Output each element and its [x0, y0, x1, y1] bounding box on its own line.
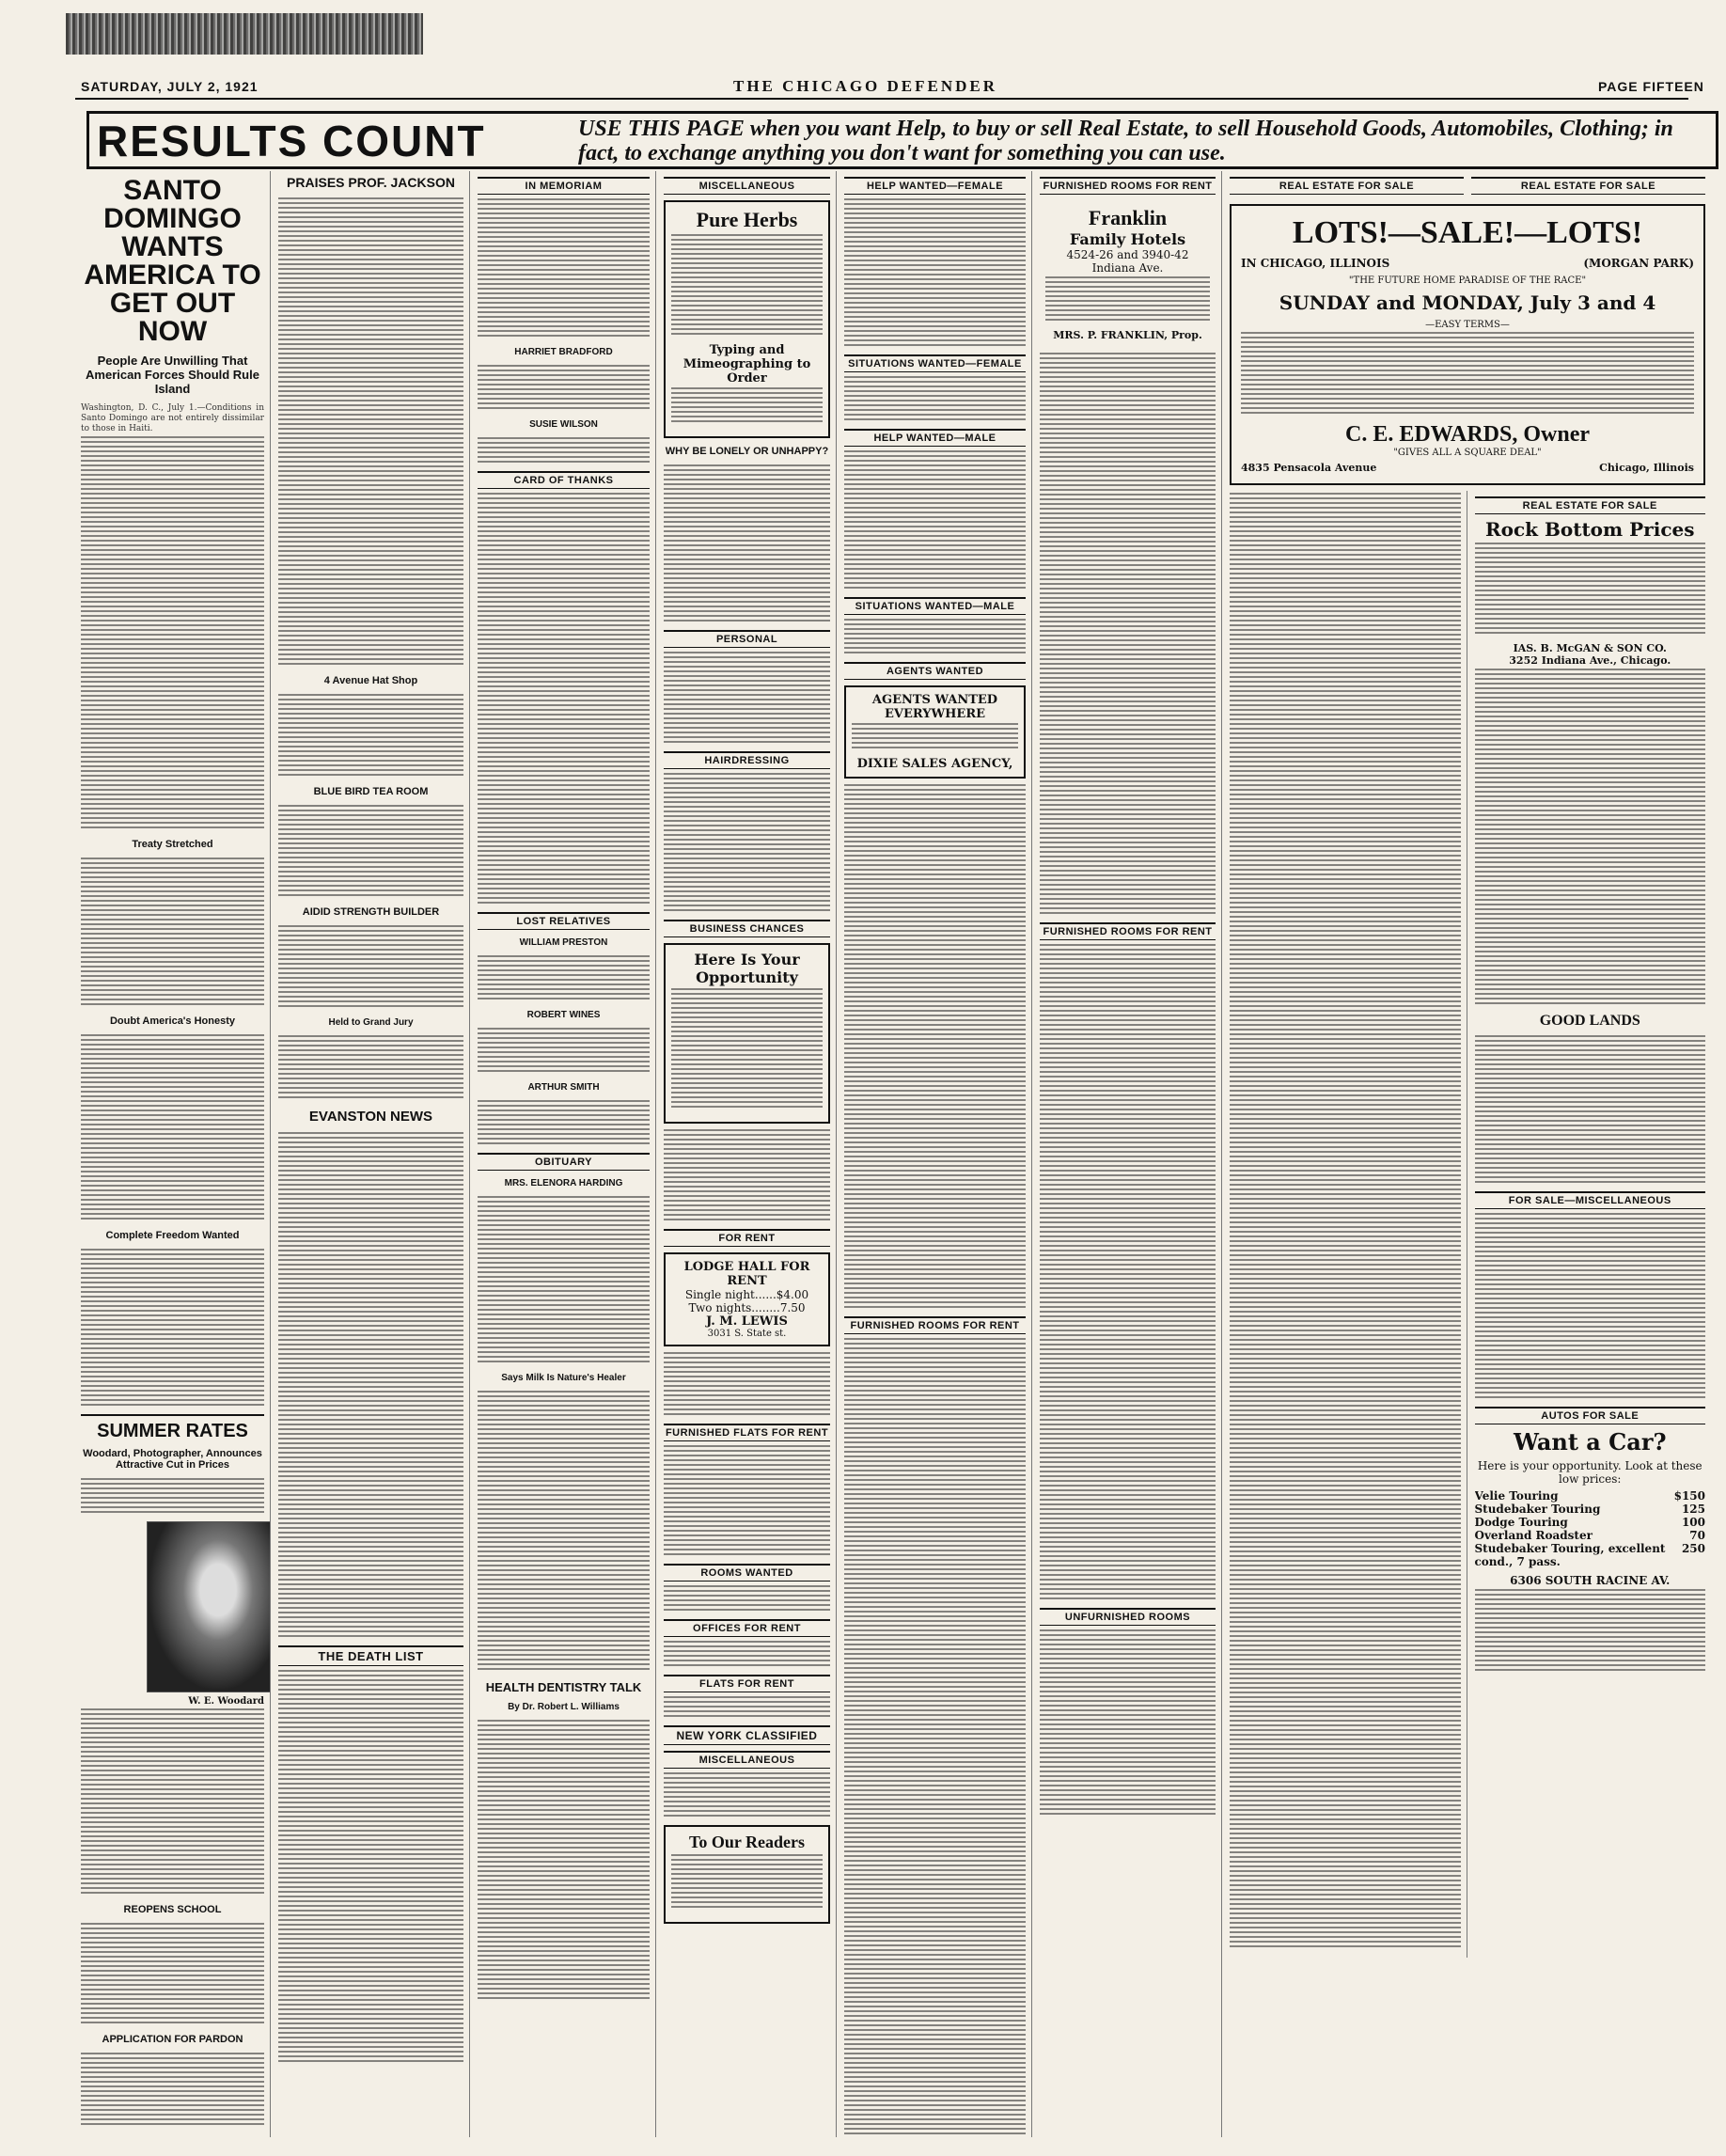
car-price-row — [1475, 1503, 1706, 1516]
subhead-pardon: APPLICATION FOR PARDON — [102, 2034, 243, 2045]
real-estate-left — [1230, 491, 1467, 1958]
section-flats-for-rent: FLATS FOR RENT — [664, 1675, 830, 1692]
lodge-single-night: Single night......$4.00 — [684, 1288, 809, 1301]
section-death-list: THE DEATH LIST — [278, 1645, 463, 1666]
notice-text — [478, 955, 650, 1002]
real-estate-lower — [1230, 491, 1705, 1958]
lots-slogan: "THE FUTURE HOME PARADISE OF THE RACE" — [1348, 275, 1587, 286]
ad-text — [664, 773, 830, 914]
headline-summer-rates: SUMMER RATES — [81, 1414, 264, 1440]
notice-text — [478, 1100, 650, 1147]
article-text-block — [81, 1708, 264, 1896]
ad-text — [664, 1129, 830, 1223]
section-card-of-thanks: CARD OF THANKS — [478, 471, 650, 489]
article-text-block — [278, 1132, 463, 1640]
article-text-block — [278, 1035, 463, 1101]
car-price-row — [1475, 1529, 1706, 1542]
article-text-block — [278, 197, 463, 668]
lede-text: Washington, D. C., July 1.—Conditions in Santo Domingo are not entirely dissimilar to those in Haiti. — [81, 403, 264, 433]
ad-want-a-car: Want a Car? — [1513, 1428, 1667, 1456]
notice-text — [478, 1196, 650, 1365]
classified-text — [1475, 669, 1706, 1007]
section-in-memoriam: IN MEMORIAM — [478, 177, 650, 195]
article-text-block — [278, 925, 463, 1010]
headline-jackson: PRAISES PROF. JACKSON — [287, 175, 455, 190]
ad-text — [671, 1854, 823, 1911]
masthead — [0, 0, 1726, 103]
notice-text — [478, 198, 650, 339]
lots-neighborhood: (MORGAN PARK) — [1583, 257, 1694, 270]
section-business-chances: BUSINESS CHANCES — [664, 920, 830, 937]
article-text-block — [81, 1478, 264, 1516]
car-price-row — [1475, 1489, 1706, 1503]
subhead-strength: AIDID STRENGTH BUILDER — [302, 906, 440, 918]
notice-susie-wilson: SUSIE WILSON — [529, 419, 598, 430]
headline-santo-domingo: SANTO DOMINGO WANTS AMERICA TO GET OUT NOW — [84, 175, 261, 347]
death-list-text — [278, 1670, 463, 2065]
section-new-york-classified: NEW YORK CLASSIFIED — [664, 1725, 830, 1745]
section-hairdressing: HAIRDRESSING — [664, 751, 830, 769]
classified-text — [1475, 1589, 1706, 1674]
headline-dentistry: HEALTH DENTISTRY TALK — [485, 1680, 642, 1694]
section-for-sale-misc: FOR SALE—MISCELLANEOUS — [1475, 1191, 1706, 1209]
subhead-freedom: Complete Freedom Wanted — [105, 1230, 240, 1241]
section-help-wanted-female: HELP WANTED—FEMALE — [844, 177, 1026, 195]
lodge-address: 3031 S. State st. — [707, 1329, 787, 1339]
classified-text — [1040, 944, 1216, 1602]
ad-lonely: WHY BE LONELY OR UNHAPPY? — [665, 446, 829, 457]
banner-tagline: USE THIS PAGE when you want Help, to buy or sell Real Estate, to sell Household Goods, Automobiles, Clothing; in fact, to exchange anything you don't want for something you can use. — [578, 117, 1673, 165]
lots-sale-title: LOTS!—SALE!—LOTS! — [1292, 215, 1643, 250]
subhead-treaty: Treaty Stretched — [132, 839, 213, 850]
column-notices — [472, 171, 656, 2137]
section-situations-male: SITUATIONS WANTED—MALE — [844, 597, 1026, 615]
article-text-block — [81, 1249, 264, 1408]
masthead-rule — [75, 98, 1688, 100]
lots-address-row — [1241, 462, 1694, 474]
section-unfurnished-rooms: UNFURNISHED ROOMS — [1040, 1608, 1216, 1626]
notice-elenora-harding: MRS. ELENORA HARDING — [504, 1178, 623, 1188]
paper-name: THE CHICAGO DEFENDER — [733, 77, 998, 95]
classified-text — [1040, 1629, 1216, 1818]
ad-dixie-name: DIXIE SALES AGENCY, — [856, 757, 1013, 771]
notice-arthur-smith: ARTHUR SMITH — [527, 1082, 600, 1093]
column-furnished-rooms — [1034, 171, 1222, 2137]
ad-typing: Typing and Mimeographing to Order — [683, 343, 811, 386]
article-text-block — [478, 1720, 650, 2002]
notice-harriet-bradford: HARRIET BRADFORD — [514, 347, 613, 357]
lots-city-state: Chicago, Illinois — [1599, 462, 1694, 474]
article-text-block — [278, 694, 463, 779]
car-price-row — [1475, 1542, 1706, 1568]
article-text-block — [278, 805, 463, 899]
ad-car-intro: Here is your opportunity. Look at these low prices: — [1477, 1459, 1702, 1486]
section-real-estate-1: REAL ESTATE FOR SALE — [1230, 177, 1464, 195]
lots-terms: —EASY TERMS— — [1425, 320, 1510, 330]
notice-william-preston: WILLIAM PRESTON — [519, 937, 608, 948]
ad-text — [664, 1445, 830, 1558]
notice-text — [478, 365, 650, 412]
section-help-wanted-male: HELP WANTED—MALE — [844, 429, 1026, 447]
results-count-banner — [86, 111, 1718, 169]
section-for-rent: FOR RENT — [664, 1229, 830, 1247]
ad-opportunity-title: Here Is Your Opportunity — [694, 951, 800, 986]
section-miscellaneous-ny: MISCELLANEOUS — [664, 1751, 830, 1769]
ad-text — [671, 234, 823, 338]
section-furnished-rooms-2: FURNISHED ROOMS FOR RENT — [1040, 922, 1216, 940]
ad-car-address: 6306 SOUTH RACINE AV. — [1510, 1574, 1671, 1587]
section-furnished-rooms: FURNISHED ROOMS FOR RENT — [844, 1316, 1026, 1334]
deck-summer-rates: Woodard, Photographer, Announces Attractive Cut in Prices — [83, 1448, 262, 1471]
ad-pure-herbs — [664, 200, 830, 438]
car-name: Studebaker Touring, excellent cond., 7 pass. — [1474, 1542, 1666, 1568]
ad-pure-herbs-title: Pure Herbs — [696, 208, 798, 231]
notice-text — [478, 493, 650, 906]
ad-text — [1241, 332, 1694, 417]
car-name: Dodge Touring — [1474, 1516, 1568, 1529]
column-real-estate — [1224, 171, 1711, 2137]
lodge-owner: J. M. LEWIS — [706, 1314, 788, 1329]
car-price: 125 — [1681, 1503, 1705, 1516]
franklin-proprietor: MRS. P. FRANKLIN, Prop. — [1053, 329, 1202, 341]
ad-text — [671, 988, 823, 1110]
notice-text — [478, 437, 650, 465]
banner-title: RESULTS COUNT — [97, 117, 486, 165]
ad-text — [671, 387, 823, 425]
lots-owner: C. E. EDWARDS, Owner — [1344, 422, 1590, 447]
subhead-hat-shop: 4 Avenue Hat Shop — [323, 675, 418, 686]
franklin-family-hotels: Family Hotels — [1069, 230, 1186, 248]
ad-lodge-hall — [664, 1252, 830, 1346]
ad-opportunity — [664, 943, 830, 1124]
section-rooms-wanted: ROOMS WANTED — [664, 1564, 830, 1582]
real-estate-right — [1475, 491, 1706, 1958]
section-furnished-rooms-top: FURNISHED ROOMS FOR RENT — [1040, 177, 1216, 195]
car-price: $150 — [1673, 1489, 1705, 1503]
section-lost-relatives: LOST RELATIVES — [478, 912, 650, 930]
article-text-block — [81, 1923, 264, 2026]
masthead-ink-smudge — [66, 13, 423, 55]
section-personal: PERSONAL — [664, 630, 830, 648]
ad-text — [664, 1641, 830, 1669]
section-miscellaneous: MISCELLANEOUS — [664, 177, 830, 195]
section-agents-wanted: AGENTS WANTED — [844, 662, 1026, 680]
car-price: 100 — [1681, 1516, 1705, 1529]
car-name: Studebaker Touring — [1474, 1503, 1601, 1516]
franklin-street: Indiana Ave. — [1091, 261, 1164, 275]
classified-text — [844, 198, 1026, 349]
column-santo-domingo — [75, 171, 271, 2137]
classified-text — [844, 376, 1026, 423]
subhead-reopens-school: REOPENS SCHOOL — [123, 1904, 222, 1915]
classified-text — [844, 1338, 1026, 2137]
page-number: PAGE FIFTEEN — [1598, 79, 1704, 94]
subhead-grand-jury: Held to Grand Jury — [328, 1017, 414, 1028]
car-name: Velie Touring — [1474, 1489, 1559, 1503]
franklin-name: Franklin — [1088, 206, 1168, 229]
lots-location-row — [1241, 257, 1694, 270]
headline-evanston: EVANSTON NEWS — [308, 1109, 433, 1125]
section-furnished-flats: FURNISHED FLATS FOR RENT — [664, 1424, 830, 1441]
ad-text — [664, 1696, 830, 1720]
car-name: Overland Roadster — [1474, 1529, 1593, 1542]
byline-dentistry: By Dr. Robert L. Williams — [508, 1702, 620, 1712]
classified-text — [844, 784, 1026, 1311]
car-price-list — [1475, 1489, 1706, 1568]
ad-lots-sale — [1230, 204, 1705, 485]
ad-franklin-hotels — [1040, 200, 1216, 347]
ad-to-our-readers — [664, 1825, 830, 1924]
ad-agents-everywhere: AGENTS WANTED EVERYWHERE — [871, 693, 998, 721]
lots-owner-motto: "GIVES ALL A SQUARE DEAL" — [1393, 448, 1542, 458]
woodard-portrait — [147, 1521, 271, 1692]
real-estate-headers — [1230, 171, 1705, 198]
article-text-block — [81, 858, 264, 1008]
column-help-wanted — [839, 171, 1032, 2137]
ad-text — [664, 652, 830, 746]
ad-text — [664, 1352, 830, 1418]
article-text-block — [81, 436, 264, 831]
section-real-estate-2: REAL ESTATE FOR SALE — [1471, 177, 1705, 195]
ad-text — [664, 1772, 830, 1819]
issue-date: SATURDAY, JULY 2, 1921 — [81, 79, 259, 94]
classified-text — [844, 619, 1026, 656]
notice-text — [478, 1028, 650, 1075]
subhead-doubt: Doubt America's Honesty — [109, 1015, 235, 1027]
classified-text — [1475, 1035, 1706, 1186]
lots-dates: SUNDAY and MONDAY, July 3 and 4 — [1279, 291, 1656, 314]
classified-text — [1475, 1213, 1706, 1401]
ad-text — [852, 723, 1018, 751]
section-real-estate-3: REAL ESTATE FOR SALE — [1475, 496, 1706, 514]
section-situations-female: SITUATIONS WANTED—FEMALE — [844, 354, 1026, 372]
ad-dixie-sales — [844, 685, 1026, 779]
ad-good-lands: GOOD LANDS — [1539, 1013, 1640, 1029]
column-miscellaneous — [658, 171, 837, 2137]
ad-rock-bottom: Rock Bottom Prices — [1485, 518, 1695, 541]
classified-text — [844, 450, 1026, 591]
car-price: 70 — [1689, 1529, 1705, 1542]
section-offices-for-rent: OFFICES FOR RENT — [664, 1619, 830, 1637]
ad-text — [664, 464, 830, 624]
section-autos-for-sale: AUTOS FOR SALE — [1475, 1407, 1706, 1424]
lodge-hall-title: LODGE HALL FOR RENT — [683, 1260, 810, 1288]
ad-readers-title: To Our Readers — [688, 1833, 805, 1851]
car-price: 250 — [1681, 1542, 1705, 1555]
notice-robert-wines: ROBERT WINES — [526, 1010, 601, 1020]
column-news — [273, 171, 470, 2137]
deck-santo-domingo: People Are Unwilling That American Forces Should Rule Island — [86, 354, 259, 396]
classified-text — [1040, 353, 1216, 917]
ad-text — [1045, 276, 1210, 323]
subhead-tea-room: BLUE BIRD TEA ROOM — [313, 786, 429, 797]
ad-text — [1475, 543, 1706, 637]
article-text-block — [81, 2053, 264, 2128]
article-text-block — [478, 1391, 650, 1673]
franklin-addresses: 4524-26 and 3940-42 — [1066, 248, 1189, 261]
section-obituary: OBITUARY — [478, 1153, 650, 1171]
portrait-caption: W. E. Woodard — [188, 1696, 264, 1707]
ad-text — [664, 1585, 830, 1613]
classified-text — [1230, 493, 1461, 1950]
ad-mcgan: IAS. B. McGAN & SON CO. — [1513, 642, 1667, 654]
car-price-row — [1475, 1516, 1706, 1529]
ad-mcgan-address: 3252 Indiana Ave., Chicago. — [1509, 654, 1671, 667]
lots-address: 4835 Pensacola Avenue — [1241, 462, 1377, 474]
lots-city: IN CHICAGO, ILLINOIS — [1241, 257, 1390, 270]
article-text-block — [81, 1034, 264, 1222]
article-milk-healer: Says Milk Is Nature's Healer — [501, 1373, 626, 1383]
lodge-two-nights: Two nights........7.50 — [688, 1301, 806, 1314]
